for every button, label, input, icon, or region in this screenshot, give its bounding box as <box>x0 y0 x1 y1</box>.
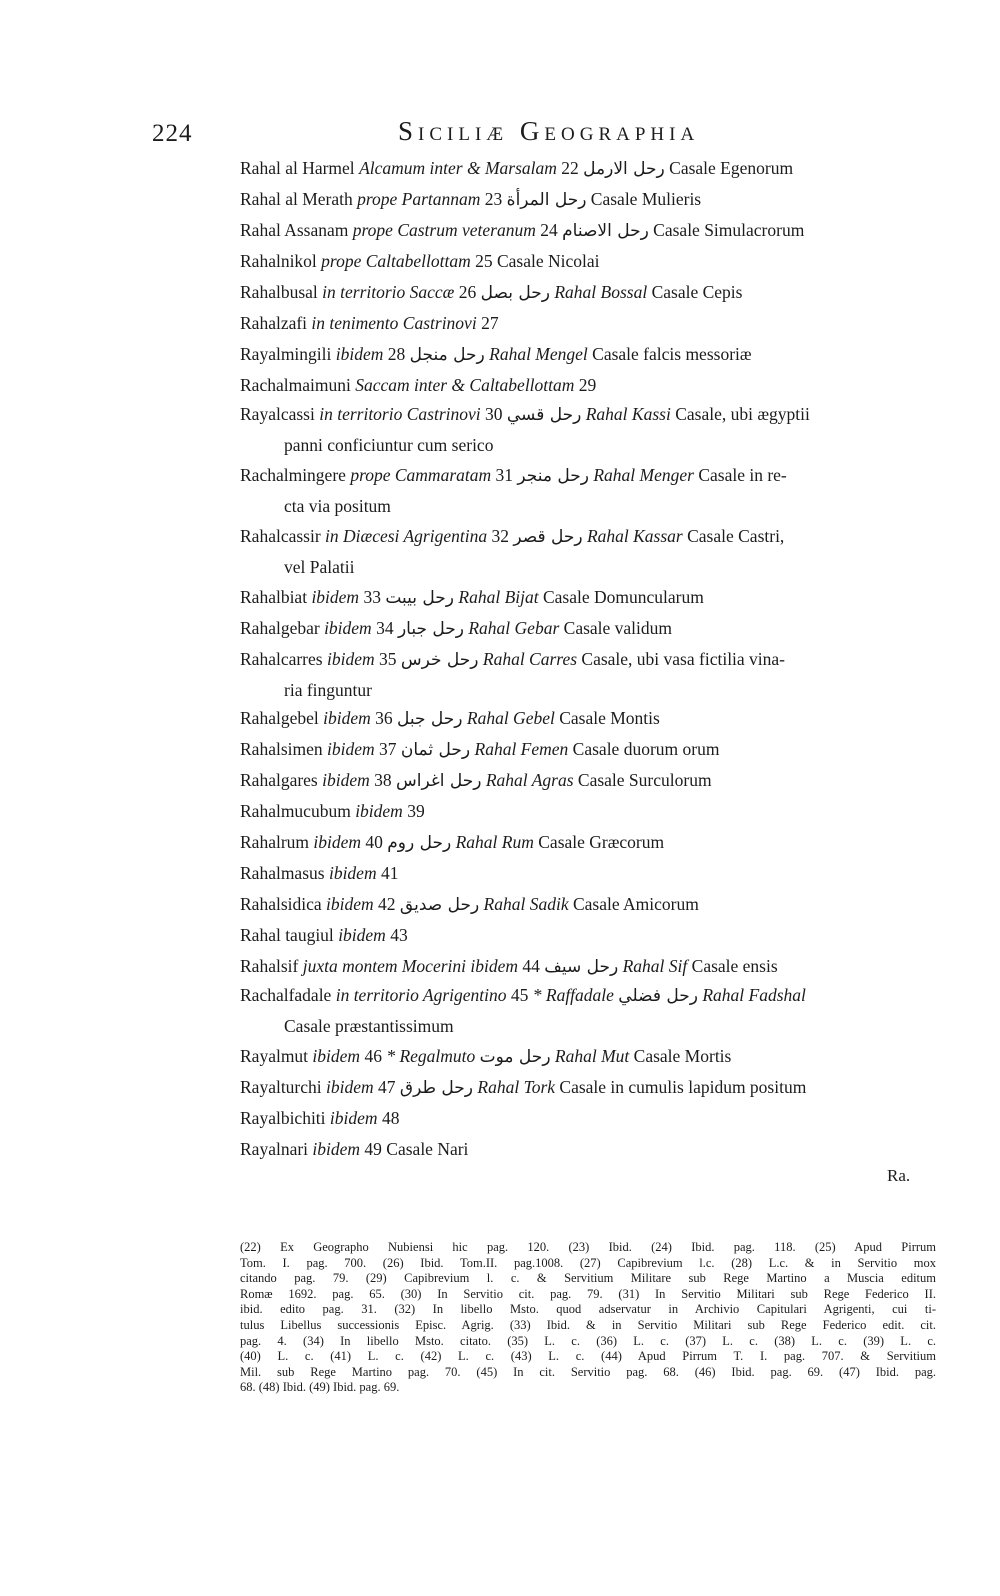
entry-note-ref: 41 <box>380 863 399 883</box>
entry-arabic: رحل جبل <box>396 709 463 729</box>
gazetteer-entry <box>240 218 940 243</box>
entry-location: prope Castrum veteranum <box>352 220 536 240</box>
entry-arabic: رحل اغراس <box>396 771 482 791</box>
entry-name: Rayalturchi <box>240 1077 322 1097</box>
gazetteer-entry <box>240 954 940 979</box>
entry-note-ref: 37 <box>379 739 397 759</box>
entry-arabic: رحل جبار <box>397 619 464 639</box>
gazetteer-entry <box>240 861 940 885</box>
footnote-line: 68. (48) Ibid. (49) Ibid. pag. 69. <box>240 1380 400 1395</box>
entry-name: Rahal taugiul <box>240 925 334 945</box>
entry-name: Rahalmucubum <box>240 801 351 821</box>
entry-location: Saccam inter & Caltabellottam <box>355 375 575 395</box>
entry-arabic: رحل منجل <box>409 345 485 365</box>
entry-location: in territorio Agrigentino <box>335 985 507 1005</box>
entry-location: ibidem <box>326 1077 374 1097</box>
entry-transliteration: Rahal Carres <box>482 649 578 669</box>
entry-name: Rahal al Merath <box>240 189 353 209</box>
entry-location: in territorio Castrinovi <box>319 404 481 424</box>
entry-gloss: Casale in cumulis lapidum positum <box>559 1077 807 1097</box>
entry-transliteration: Rahal Rum <box>455 832 534 852</box>
entry-name: Rayalnari <box>240 1139 309 1159</box>
entry-note-ref: 32 <box>491 526 509 546</box>
entry-transliteration: Rahal Fadshal <box>702 985 806 1005</box>
entry-transliteration: Rahal Menger <box>593 465 694 485</box>
entry-gloss: Casale falcis messoriæ <box>592 344 752 364</box>
entry-location: in territorio Saccæ <box>322 282 455 302</box>
gazetteer-entry <box>240 830 940 855</box>
entry-gloss: Casale Simulacrorum <box>653 220 805 240</box>
entry-name: Rahalcarres <box>240 649 323 669</box>
entry-location: ibidem <box>326 649 375 669</box>
entry-transliteration: Rahal Agras <box>485 770 574 790</box>
entry-transliteration: Rahal Mengel <box>489 344 588 364</box>
entry-name: Rahalsimen <box>240 739 323 759</box>
entry-arabic: رحل المرأة <box>506 190 587 210</box>
entry-name: Rahalbiat <box>240 587 308 607</box>
entry-note-ref: 22 <box>561 158 579 178</box>
entry-note-ref: 35 <box>378 649 397 669</box>
entry-transliteration: Rahal Mut <box>554 1046 630 1066</box>
gazetteer-entry <box>240 1075 940 1100</box>
entry-location: prope Caltabellottam <box>321 251 471 271</box>
footnote-line: (22) Ex Geographo Nubiensi hic pag. 120. (23) Ibid. (24) Ibid. pag. 118. (25) Apud Pirrum <box>240 1240 936 1254</box>
entry-name: Rahalsif <box>240 956 299 976</box>
entry-gloss: Casale Nari <box>386 1139 469 1159</box>
entry-note-ref: 34 <box>376 618 394 638</box>
entry-location: ibidem <box>328 863 377 883</box>
entry-transliteration: Rahal Bijat <box>458 587 539 607</box>
entry-name: Rahal al Harmel <box>240 158 355 178</box>
running-head: Siciliæ Geographia <box>398 116 700 146</box>
gazetteer-entry <box>240 799 940 823</box>
entry-transliteration: Rahal Kassar <box>586 526 683 546</box>
entry-name: Rahalsidica <box>240 894 322 914</box>
entry-location: ibidem <box>327 739 375 759</box>
gazetteer-entry <box>240 585 940 610</box>
entry-note-ref: 28 <box>387 344 406 364</box>
entry-arabic: رحل خرس <box>400 650 479 670</box>
entry-location: ibidem <box>322 770 370 790</box>
entry-note-ref: 31 <box>495 465 513 485</box>
gazetteer-entry <box>240 342 940 367</box>
entry-gloss: Casale in re- <box>698 465 787 485</box>
entry-name: Rayalcassi <box>240 404 315 424</box>
catchword: Ra. <box>887 1166 911 1185</box>
entry-transliteration: Rahal Bossal <box>554 282 648 302</box>
entry-gloss: Casale Amicorum <box>572 894 699 914</box>
entry-note-ref: 36 <box>375 708 393 728</box>
entry-location: ibidem <box>312 1139 361 1159</box>
entry-name: Rahalmasus <box>240 863 325 883</box>
entry-transliteration: Rahal Tork <box>477 1077 556 1097</box>
footnote-line: citando pag. 79. (29) Capibrevium l. c. & Servitium Militare sub Rege Martino a Muscia editum <box>240 1271 936 1286</box>
entry-arabic: رحل طرق <box>399 1078 474 1098</box>
entry-gloss: Casale Nicolai <box>496 251 600 271</box>
entry-location: ibidem <box>326 894 374 914</box>
gazetteer-entry <box>240 249 940 273</box>
entry-location: in tenimento Castrinovi <box>311 313 477 333</box>
entry-arabic: رحل سيف <box>544 957 619 977</box>
gazetteer-entry <box>240 737 940 762</box>
entry-arabic: رحل قصر <box>513 527 583 547</box>
entry-note-ref: 25 <box>475 251 493 271</box>
entry-note-ref: 48 <box>381 1108 400 1128</box>
gazetteer-entry <box>240 768 940 793</box>
entry-name: Rahalcassir <box>240 526 321 546</box>
entry-continuation: Casale præstantissimum <box>284 1016 454 1036</box>
entry-location: Alcamum inter & Marsalam <box>359 158 557 178</box>
gazetteer-entry <box>240 983 940 1038</box>
entry-location: ibidem <box>338 925 386 945</box>
entry-gloss: Casale Cepis <box>651 282 743 302</box>
entry-transliteration: Rahal Gebel <box>466 708 555 728</box>
entry-name: Rayalmut <box>240 1046 309 1066</box>
entry-arabic: رحل الارمل <box>583 159 665 179</box>
footnote-line: Tom. I. pag. 700. (26) Ibid. Tom.II. pag.1008. (27) Capibrevium l.c. (28) L.c. & in Servitio mox <box>240 1255 936 1270</box>
footnote-line: Romæ 1692. pag. 65. (30) In Servitio cit. pag. 79. (31) In Servitio Militari sub Rege Federico II. <box>240 1286 936 1301</box>
entry-note-ref: 44 <box>522 956 540 976</box>
entry-transliteration: Rahal Sif <box>622 956 688 976</box>
footnote-line: ibid. edito pag. 31. (32) In libello Msto. quod adservatur in Archivio Capitulari Agrigenti, cui ti- <box>240 1302 936 1317</box>
entry-gloss: Casale Egenorum <box>669 158 794 178</box>
entry-name: Rahalbusal <box>240 282 318 302</box>
entry-name: Rahalrum <box>240 832 310 852</box>
entry-location: ibidem <box>323 708 371 728</box>
entry-gloss: Casale ensis <box>691 956 778 976</box>
entry-name: Rahalgares <box>240 770 318 790</box>
gazetteer-entry <box>240 923 940 947</box>
entry-gloss: Casale Montis <box>559 708 660 728</box>
entry-note-ref: 39 <box>407 801 425 821</box>
entry-arabic: رحل روم <box>387 833 452 853</box>
entry-location: ibidem <box>312 1046 361 1066</box>
entry-note-ref: 47 <box>378 1077 396 1097</box>
entry-gloss: Casale, ubi vasa fictilia vina- <box>581 649 786 669</box>
entry-modern-name: * Regalmuto <box>386 1046 476 1066</box>
entry-note-ref: 26 <box>458 282 477 302</box>
entry-arabic: رحل صديق <box>399 895 480 915</box>
entry-location: ibidem <box>324 618 372 638</box>
entry-continuation: ria finguntur <box>284 680 372 700</box>
gazetteer-entry <box>240 402 940 457</box>
entry-gloss: Casale Mulieris <box>590 189 702 209</box>
entry-location: in Diæcesi Agrigentina <box>325 526 488 546</box>
entry-transliteration: Rahal Femen <box>474 739 569 759</box>
entry-location: ibidem <box>313 832 362 852</box>
entry-name: Rachalmaimuni <box>240 375 351 395</box>
entry-arabic: رحل ثمان <box>400 740 471 760</box>
gazetteer-entry <box>240 1106 940 1130</box>
page-number: 224 <box>152 120 193 147</box>
entry-name: Rachalmingere <box>240 465 346 485</box>
entry-note-ref: 38 <box>374 770 392 790</box>
entry-note-ref: 23 <box>484 189 503 209</box>
entry-arabic: رحل بصل <box>480 283 550 303</box>
entry-gloss: Casale Domuncularum <box>542 587 704 607</box>
entry-arabic: رحل قسي <box>506 405 582 425</box>
entry-note-ref: 30 <box>485 404 503 424</box>
gazetteer-entry <box>240 524 940 579</box>
entry-name: Rahal Assanam <box>240 220 349 240</box>
entry-note-ref: 42 <box>378 894 396 914</box>
entry-gloss: Casale Græcorum <box>538 832 665 852</box>
entry-continuation: cta via positum <box>284 496 391 516</box>
entry-name: Rayalmingili <box>240 344 332 364</box>
gazetteer-entry <box>240 892 940 917</box>
gazetteer-entry <box>240 1044 940 1069</box>
entry-note-ref: 46 <box>364 1046 382 1066</box>
entry-note-ref: 40 <box>365 832 383 852</box>
entry-arabic: رحل فضلي <box>618 986 698 1006</box>
entry-continuation: panni conficiuntur cum serico <box>284 435 494 455</box>
entry-name: Rayalbichiti <box>240 1108 326 1128</box>
entry-location: ibidem <box>311 587 360 607</box>
entry-gloss: Casale Mortis <box>633 1046 732 1066</box>
entry-note-ref: 29 <box>578 375 597 395</box>
entry-transliteration: Rahal Sadik <box>483 894 569 914</box>
entry-gloss: Casale Castri, <box>687 526 785 546</box>
entry-location: juxta montem Mocerini ibidem <box>302 956 519 976</box>
entry-transliteration: Rahal Gebar <box>468 618 560 638</box>
gazetteer-entry <box>240 187 940 212</box>
footnote-line: Mil. sub Rege Martino pag. 70. (45) In cit. Servitio pag. 68. (46) Ibid. pag. 69. (47) Ibid. pag. <box>240 1364 936 1379</box>
entry-note-ref: 24 <box>540 220 558 240</box>
entry-location: prope Partannam <box>357 189 481 209</box>
entry-arabic: رحل موت <box>479 1047 551 1067</box>
entry-arabic: رحل منجر <box>517 466 589 486</box>
gazetteer-entry <box>240 280 940 305</box>
entry-name: Rachalfadale <box>240 985 332 1005</box>
entry-modern-name: * Raffadale <box>532 985 614 1005</box>
entry-location: prope Cammaratam <box>350 465 492 485</box>
gazetteer-entry <box>240 616 940 641</box>
entry-note-ref: 27 <box>481 313 499 333</box>
entry-note-ref: 45 <box>510 985 529 1005</box>
entry-note-ref: 43 <box>390 925 408 945</box>
gazetteer-entry <box>240 1137 940 1161</box>
footnote-line: tulus Libellus successionis Episc. Agrig. (33) Ibid. & in Servitio Militari sub Rege Federico edit. cit. <box>240 1317 936 1332</box>
entry-location: ibidem <box>355 801 403 821</box>
entry-gloss: Casale validum <box>563 618 673 638</box>
gazetteer-entry <box>240 706 940 731</box>
entry-note-ref: 49 <box>364 1139 382 1159</box>
entry-note-ref: 33 <box>363 587 381 607</box>
entry-location: ibidem <box>329 1108 378 1128</box>
entry-name: Rahalgebel <box>240 708 319 728</box>
entry-arabic: رحل بيبت <box>385 588 455 608</box>
gazetteer-entry <box>240 373 940 397</box>
footnote-line: pag. 4. (34) In libello Msto. citato. (35) L. c. (36) L. c. (37) L. c. (38) L. c. (39) L. c. <box>240 1333 936 1348</box>
entry-location: ibidem <box>335 344 384 364</box>
gazetteer-entry <box>240 463 940 518</box>
footnotes <box>240 1240 936 1396</box>
entry-name: Rahalgebar <box>240 618 320 638</box>
entry-name: Rahalnikol <box>240 251 317 271</box>
gazetteer-entry <box>240 647 940 702</box>
entry-name: Rahalzafi <box>240 313 308 333</box>
entry-continuation: vel Palatii <box>284 557 355 577</box>
entry-gloss: Casale Surculorum <box>577 770 712 790</box>
entry-transliteration: Rahal Kassi <box>585 404 671 424</box>
entry-gloss: Casale duorum orum <box>572 739 720 759</box>
entry-arabic: رحل الاصنام <box>562 221 649 241</box>
gazetteer-entry <box>240 311 940 335</box>
gazetteer-entry <box>240 156 940 181</box>
footnote-line: (40) L. c. (41) L. c. (42) L. c. (43) L. c. (44) Apud Pirrum T. I. pag. 707. & Servitium <box>240 1349 936 1364</box>
entry-gloss: Casale, ubi ægyptii <box>675 404 810 424</box>
